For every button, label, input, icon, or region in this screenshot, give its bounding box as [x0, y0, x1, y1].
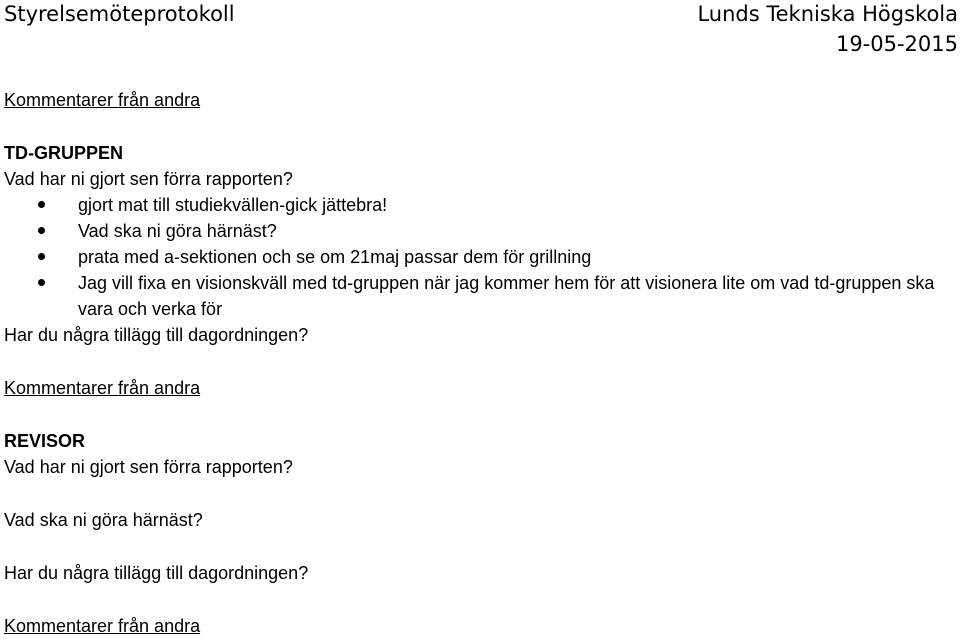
question-next: Vad ska ni göra härnäst?: [4, 510, 203, 530]
header-right: [697, 0, 958, 60]
document-date: 19-05-2015: [835, 32, 958, 56]
list-item: Vad ska ni göra härnäst?: [4, 218, 958, 244]
spacer: [4, 586, 958, 613]
list-item: gjort mat till studiekvällen-gick jättebra!: [4, 192, 958, 218]
section-heading-revisor: REVISOR: [4, 431, 86, 451]
bullet-icon: [38, 279, 45, 286]
question-done: Vad har ni gjort sen förra rapporten?: [4, 169, 293, 189]
spacer: [4, 533, 958, 560]
spacer: [4, 480, 958, 507]
section-heading-td-gruppen: TD-GRUPPEN: [4, 143, 124, 163]
list-item: Jag vill fixa en visionskväll med td-gruppen när jag kommer hem för att visionera lite om vad td-gruppen ska vara och verka för: [4, 270, 958, 322]
td-answer-list: [4, 192, 958, 322]
spacer: [4, 348, 958, 375]
question-done: Vad har ni gjort sen förra rapporten?: [4, 457, 293, 477]
bullet-icon: [38, 227, 45, 234]
list-item: prata med a-sektionen och se om 21maj passar dem för grillning: [4, 244, 958, 270]
document-title: Styrelsemöteprotokoll: [4, 2, 235, 26]
bullet-icon: [38, 253, 45, 260]
page-header: [0, 0, 960, 60]
spacer: [4, 113, 958, 140]
spacer: [4, 401, 958, 428]
comments-link-3[interactable]: Kommentarer från andra: [4, 616, 201, 636]
question-additions: Har du några tillägg till dagordningen?: [4, 325, 309, 345]
bullet-icon: [38, 201, 45, 208]
comments-link-2[interactable]: Kommentarer från andra: [4, 378, 201, 398]
organization-name: Lunds Tekniska Högskola: [697, 2, 958, 26]
document-body: [4, 87, 958, 639]
question-additions: Har du några tillägg till dagordningen?: [4, 563, 309, 583]
comments-link-1[interactable]: Kommentarer från andra: [4, 90, 201, 110]
